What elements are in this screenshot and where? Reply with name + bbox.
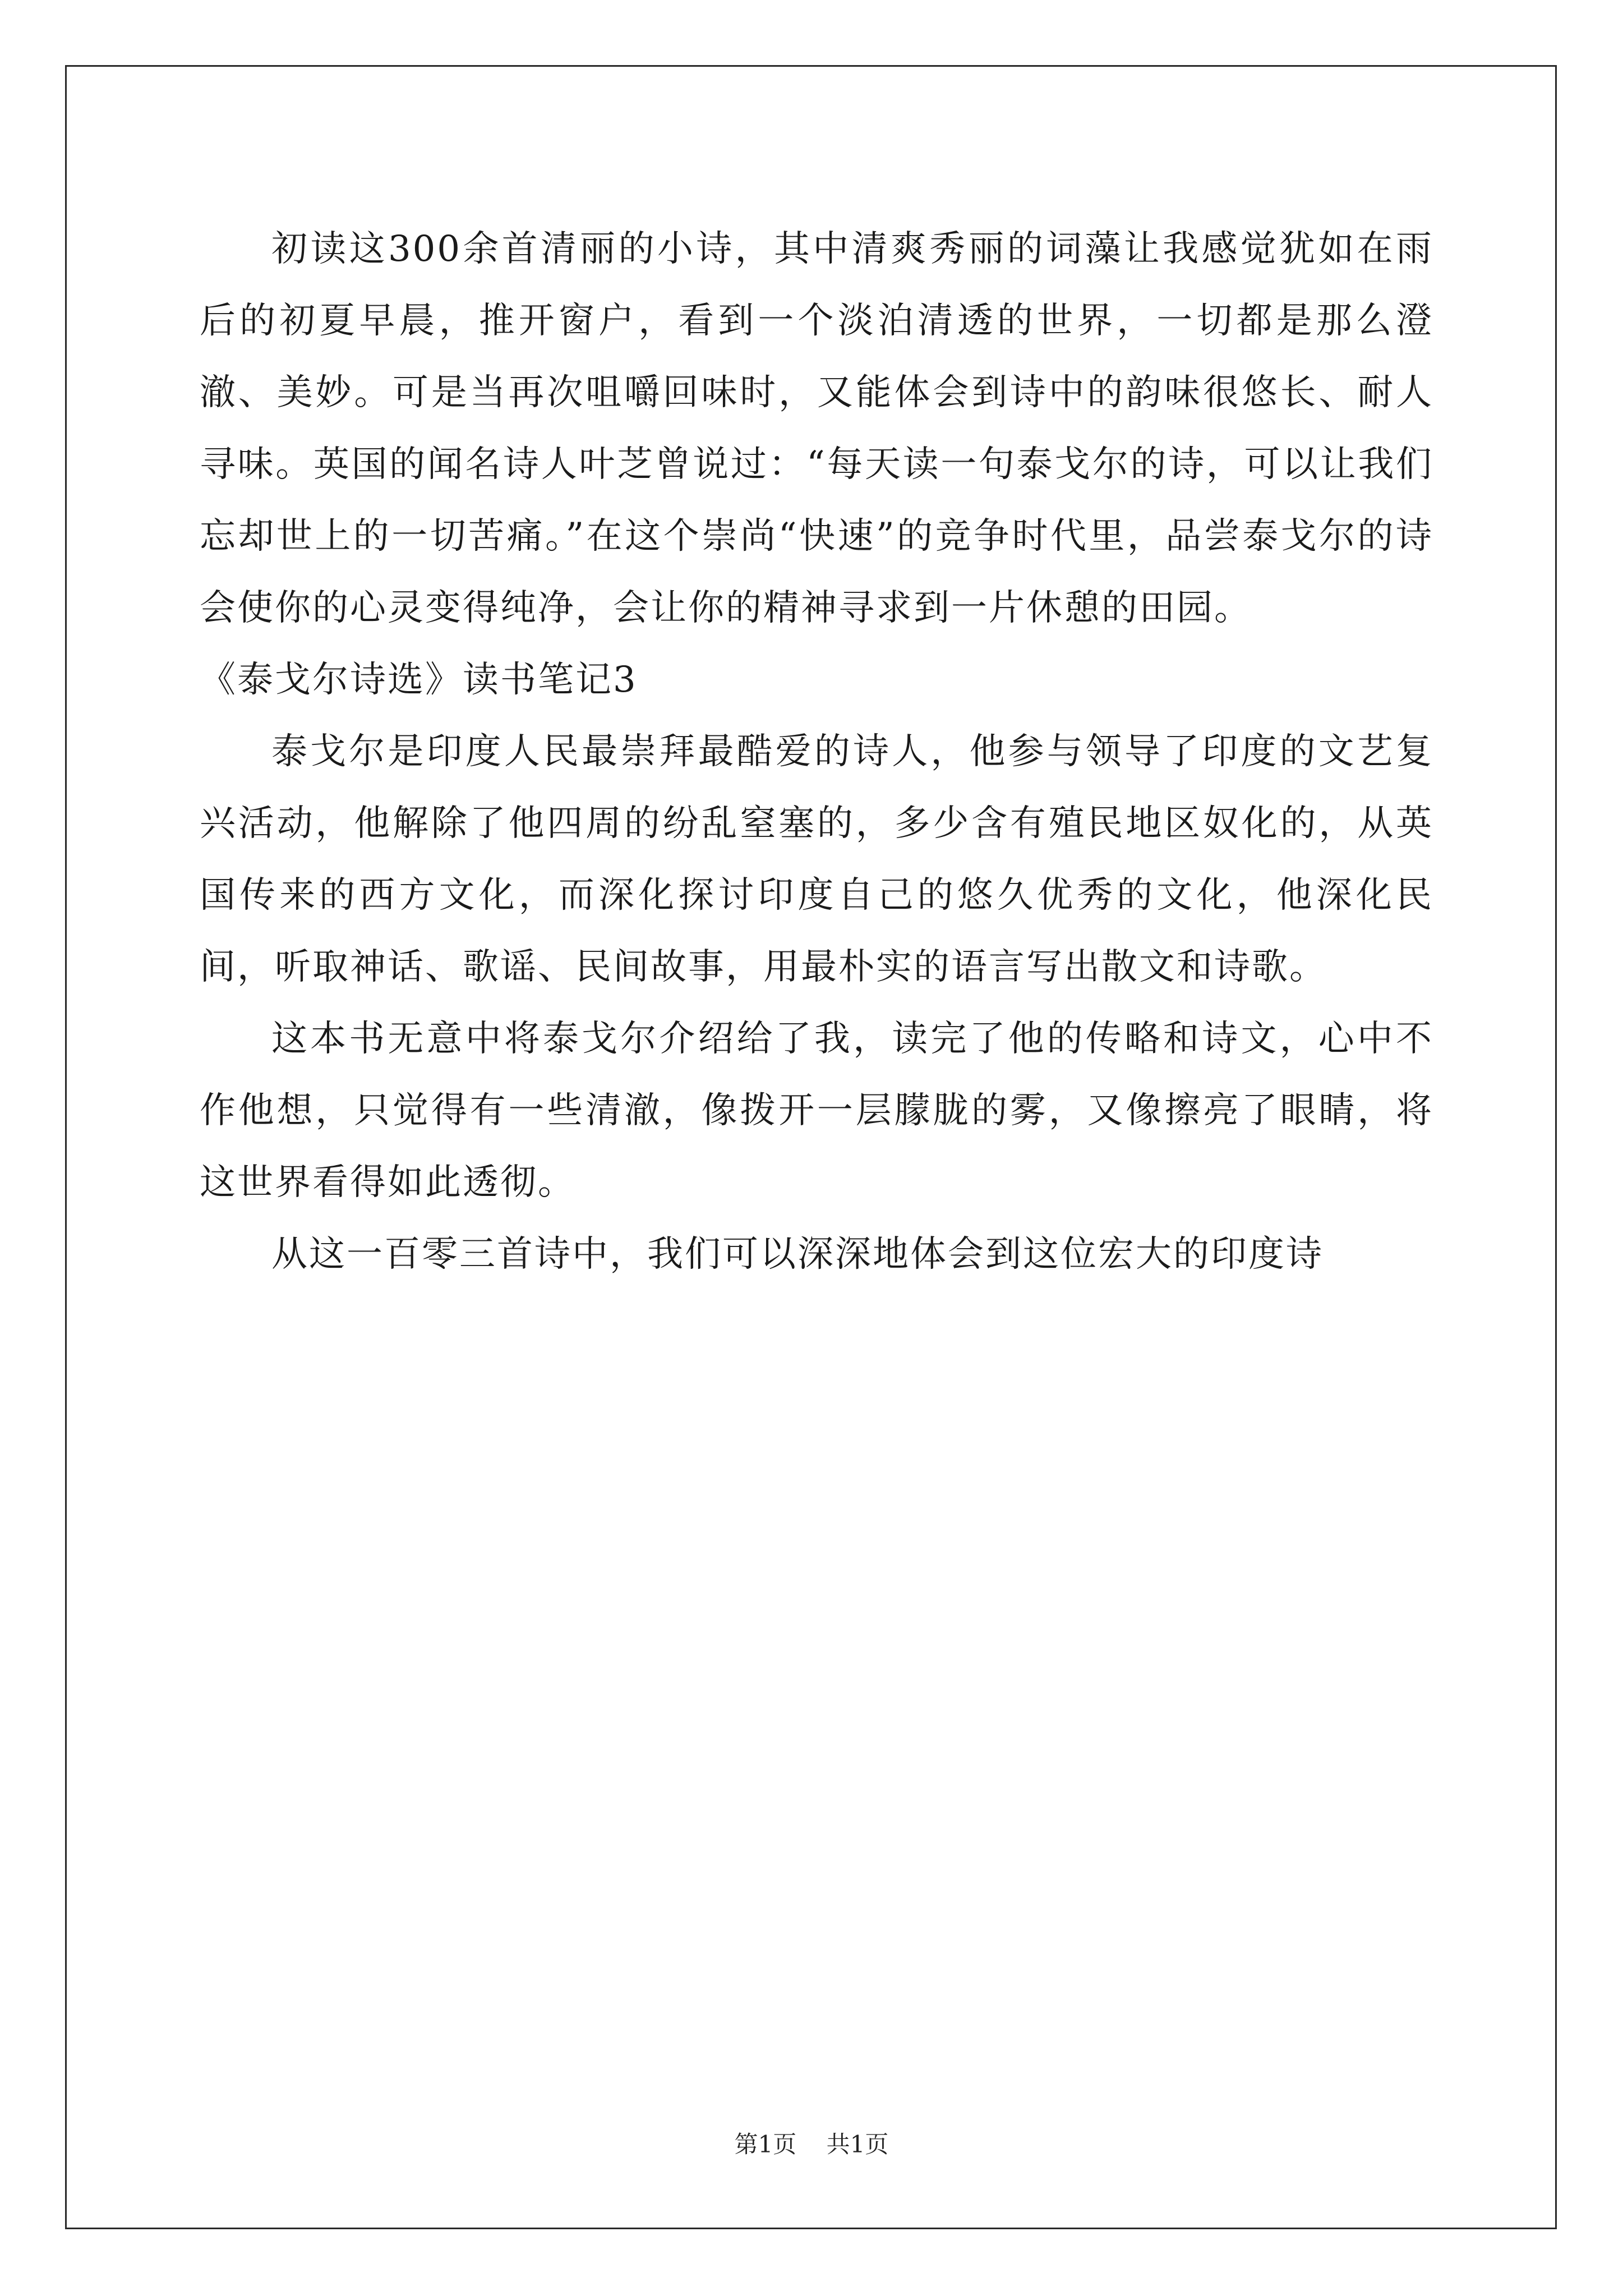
paragraph-poems: 从这一百零三首诗中，我们可以深深地体会到这位宏大的印度诗 bbox=[271, 1234, 1324, 1275]
paragraph-book-impression: 这本书无意中将泰戈尔介绍给了我，读完了他的传略和诗文，心中不作他想，只觉得有一些清澈，像拨开一层朦胧的雾，又像擦亮了眼睛，将这世界看得如此透彻。 bbox=[200, 1018, 1433, 1203]
page-total: 共1页 bbox=[826, 2131, 889, 2158]
page-footer bbox=[0, 2126, 1623, 2160]
page-number: 第1页 bbox=[734, 2131, 797, 2158]
section-heading: 《泰戈尔诗选》读书笔记3 bbox=[200, 659, 638, 701]
paragraph-tagore-biography: 泰戈尔是印度人民最崇拜最酷爱的诗人，他参与领导了印度的文艺复兴活动，他解除了他四周的纷乱窒塞的，多少含有殖民地区奴化的，从英国传来的西方文化，而深化探讨印度自己的悠久优秀的文化，他深化民间，听取神话、歌谣、民间故事，用最朴实的语言写出散文和诗歌。 bbox=[200, 731, 1433, 988]
document-body bbox=[200, 213, 1433, 1290]
paragraph-intro: 初读这300余首清丽的小诗，其中清爽秀丽的词藻让我感觉犹如在雨后的初夏早晨，推开窗户，看到一个淡泊清透的世界，一切都是那么澄澈、美妙。可是当再次咀嚼回味时，又能体会到诗中的韵味很悠长、耐人寻味。英国的闻名诗人叶芝曾说过：“每天读一句泰戈尔的诗，可以让我们忘却世上的一切苦痛。”在这个崇尚“快速”的竞争时代里，品尝泰戈尔的诗会使你的心灵变得纯净，会让你的精神寻求到一片休憩的田园。 bbox=[200, 228, 1433, 629]
